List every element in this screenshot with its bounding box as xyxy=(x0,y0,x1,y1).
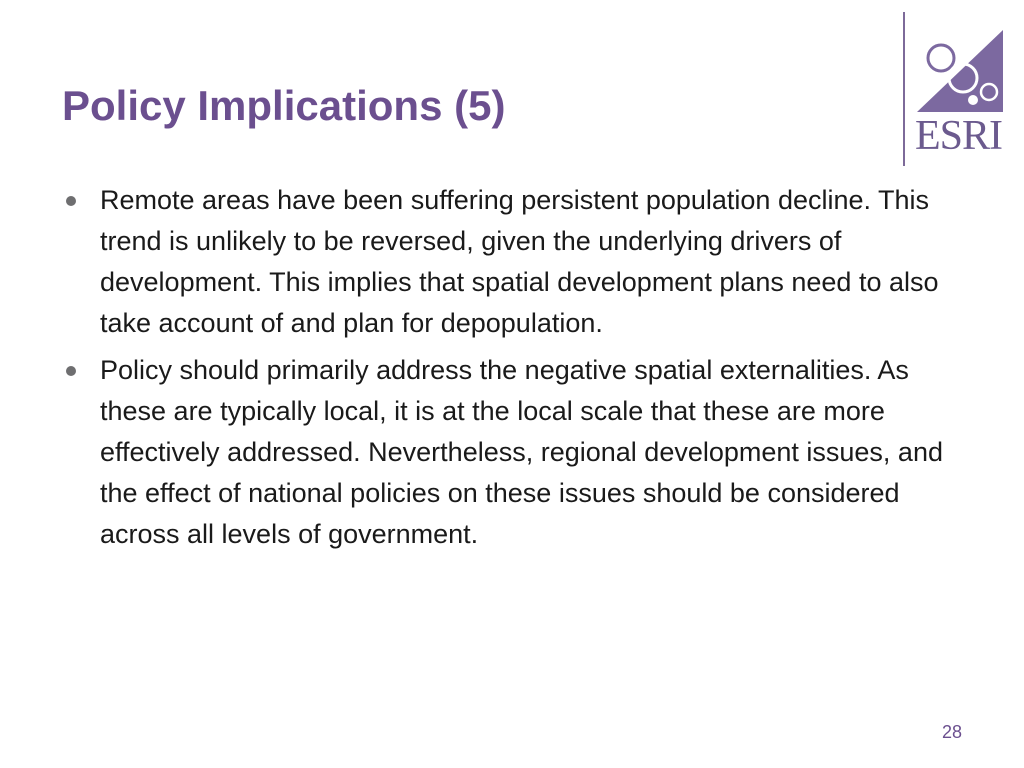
bullet-text: Policy should primarily address the negative spatial externalities. As these are typically local, it is at the local scale that these are more effectively addressed. Nevertheless, regional development issues, and the effect of national policies on these issues should be considered across all levels of government. xyxy=(100,355,943,549)
bullet-item xyxy=(60,350,960,555)
slide-number: 28 xyxy=(941,722,962,742)
bullet-list xyxy=(60,180,960,561)
esri-logo xyxy=(903,12,1007,168)
slide-title: Policy Implications (5) xyxy=(62,82,506,129)
logo-divider xyxy=(903,12,905,166)
bullet-text: Remote areas have been suffering persistent population decline. This trend is unlikely to be reversed, given the underlying drivers of development. This implies that spatial development plans need to also take account of and plan for depopulation. xyxy=(100,185,939,338)
bullet-item xyxy=(60,180,960,344)
bullet-dot-icon xyxy=(66,196,76,206)
bullet-dot-icon xyxy=(66,366,76,376)
esri-triangle-logo-icon xyxy=(913,28,1005,114)
logo-text: ESRI xyxy=(915,113,1003,159)
